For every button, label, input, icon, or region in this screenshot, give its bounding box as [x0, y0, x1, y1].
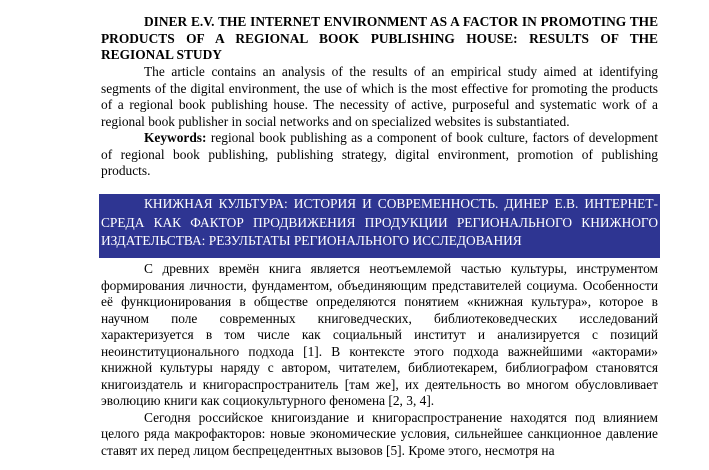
russian-title: КНИЖНАЯ КУЛЬТУРА: ИСТОРИЯ И СОВРЕМЕННОСТЬ. ДИНЕР Е.В. ИНТЕРНЕТ-СРЕДА КАК ФАКТОР ПРОДВИЖЕНИЯ ПРОДУКЦИИ РЕГИОНАЛЬНОГО КНИЖНОГО ИЗДАТЕЛЬСТВА: РЕЗУЛЬТАТЫ РЕГИОНАЛЬНОГО ИССЛЕДОВАНИЯ — [101, 196, 658, 248]
english-abstract: The article contains an analysis of the results of an empirical study aimed at identifying segments of the digital environment, the use of which is the most effective for promoting the products of a regional book publishing house. The necessity of active, purposeful and systematic work of a regional book publisher in social networks and on specialized websites is substantiated. — [101, 64, 658, 129]
english-title: DINER E.V. THE INTERNET ENVIRONMENT AS A FACTOR IN PROMOTING THE PRODUCTS OF A REGIONAL BOOK PUBLISHING HOUSE: RESULTS OF THE REGIONAL STUDY — [101, 14, 658, 62]
english-keywords — [101, 130, 658, 180]
body-paragraph-2: Сегодня российское книгоиздание и книгораспространение находятся под влиянием целого ряда макрофакторов: новые экономические условия, сильнейшее санкционное давление ставят их перед лицом беспрецедентных вызовов [5]. Кроме этого, несмотря на — [101, 409, 658, 458]
body-paragraph-1: С древних времён книга является неотъемлемой частью культуры, инструментом формирования личности, фундаментом, объединяющим представителей социума. Особенности её функционирования в обществе определяются понятием «книжная культура», которое в научном поле современных книговедческих, библиотековедческих исследований характеризуется в том числе как социальный институт и анализируется с позиций неоинституционального подхода [1]. В контексте этого подхода важнейшими «акторами» книжной культуры наряду с автором, читателем, библиотекарем, библиографом становятся книгоиздатель и книгораспространитель [там же], их деятельность во многом обусловливает эволюцию книги как социокультурного феномена [2, 3, 4]. — [101, 261, 658, 408]
keywords-text: regional book publishing as a component of book culture, factors of development of regional book publishing, publishing strategy, digital environment, promotion of publishing products. — [101, 130, 658, 178]
section-banner — [99, 194, 660, 258]
keywords-label: Keywords: — [144, 130, 207, 145]
english-abstract-section — [101, 64, 658, 180]
article-body — [101, 261, 658, 459]
